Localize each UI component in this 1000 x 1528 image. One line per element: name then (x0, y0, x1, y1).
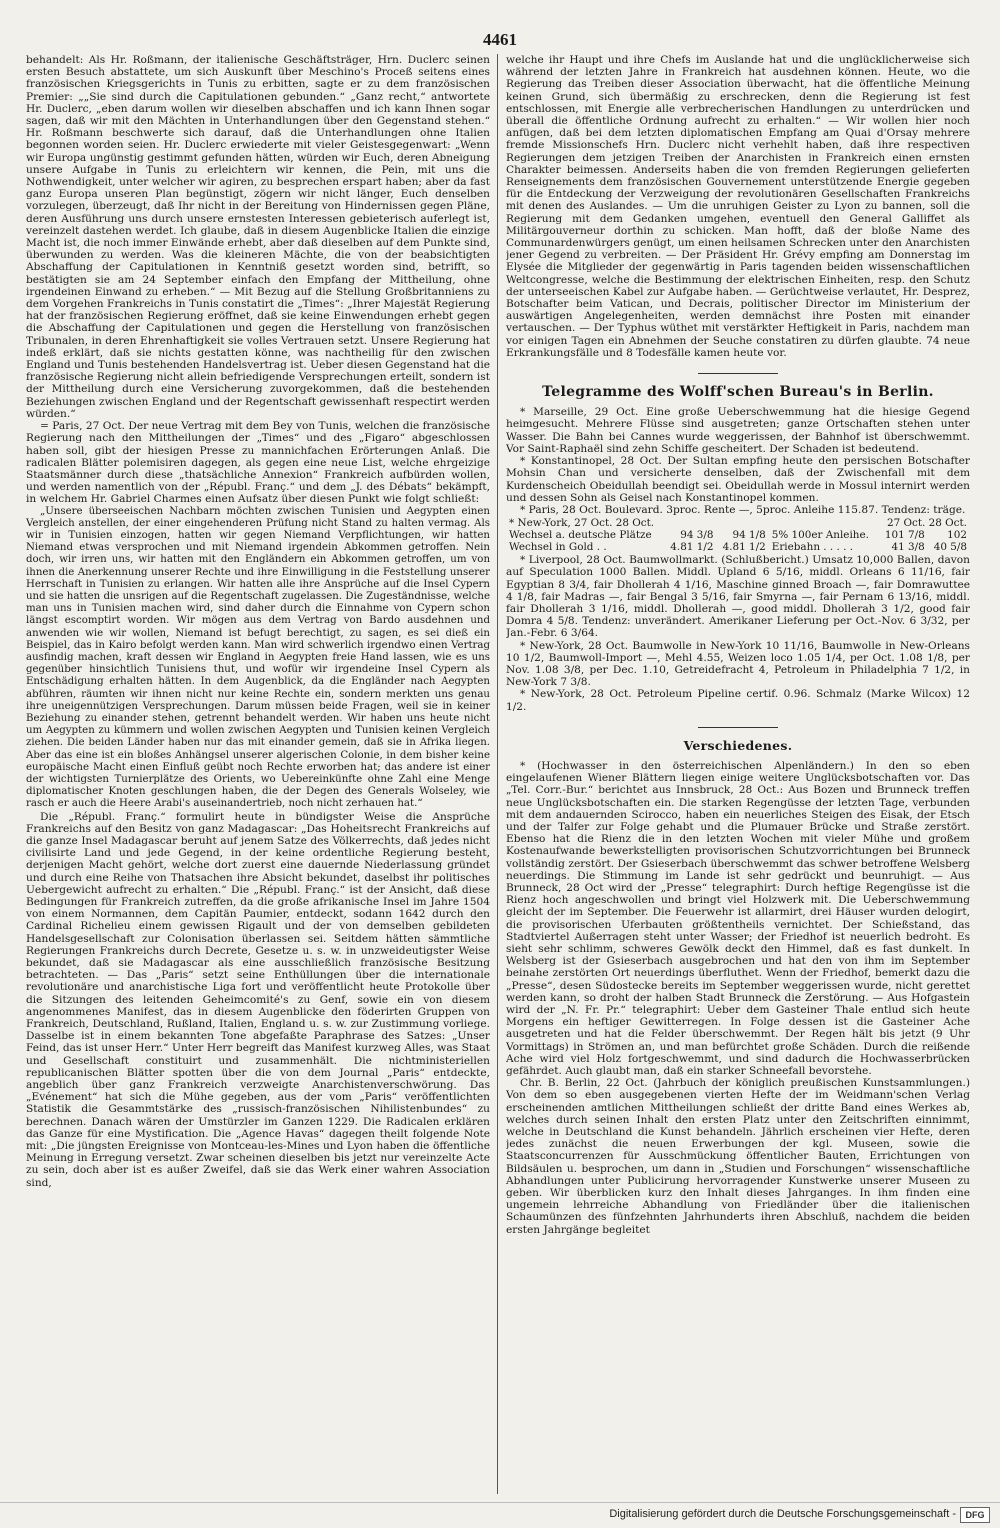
market-cell: Wechsel a. deutsche Plätze (509, 529, 652, 542)
misc-item: Chr. B. Berlin, 22 Oct. (Jahrbuch der königlich preußischen Kunstsammlungen.) Von dem so eben ausgegebenen vierten Hefte der im Weidmann'schen Verlag erscheinenden amtlichen Mittheilungen schließt der dritte Band eines Werkes ab, welches durch seinen Inhalt den ersten Platz unter den Zeitschriften einnimmt, welche in Deutschland die Kunst behandeln. Jährlich erscheinen vier Hefte, deren jedes zunächst die neuen Erwerbungen der kgl. Museen, sowie die Staatsconcurrenzen für Ausschmückung öffentlicher Bauten, Errichtungen von Bildsäulen u. besprochen, um dann in „Studien und Forschungen“ wissenschaftliche Abhandlungen unter Publicirung hervorragender Kunstwerke unserer Museen zu geben. Wir überblicken kurz den Inhalt dieses Jahrganges. In ihm finden eine ungemein lehrreiche Abhandlung von Friedländer über die italienischen Schaumünzen des fünfzehnten Jahrhunderts ihren Abschluß, nachdem die beiden ersten Jahrgänge begleitet (506, 1077, 970, 1236)
market-table (506, 517, 970, 553)
telegram-item: * New-York, 28 Oct. Baumwolle in New-York 10 11/16, Baumwolle in New-Orleans 10 1/2, Baumwoll-Import —, Mehl 4.55, Weizen loco 1.05 1/4, per Oct. 1.08 1/8, per Nov. 1.08 3/8, per Dec. 1.10, Getreidefracht 4, Petroleum in Philadelphia 7 1/2, in New-York 7 3/8. (506, 639, 970, 689)
left-column (26, 54, 490, 1494)
right-column (506, 54, 970, 1494)
section-separator (698, 373, 778, 374)
article-paragraph: = Paris, 27 Oct. Der neue Vertrag mit dem Bey von Tunis, welchen die französische Regierung nach den Mittheilungen der „Times“ und des „Figaro“ abgeschlossen haben soll, gibt der hiesigen Presse zu mannichfachen Erörterungen Anlaß. Die radicalen Blätter polemisiren dagegen, als gegen eine neue List, welche ehrgeizige Staatsmänner durch diese „thatsächliche Annexion“ Frankreich aufbürden wollen, und werden namentlich von der „Républ. Franç.“ und dem „J. des Débats“ bekämpft, in welchem Hr. Gabriel Charmes einen Aufsatz über diesen Punkt wie folgt schließt: (26, 420, 490, 506)
market-cell: 101 7/8 (884, 529, 925, 542)
telegram-item: * New-York, 28 Oct. Petroleum Pipeline certif. 0.96. Schmalz (Marke Wilcox) 12 1/2. (506, 688, 970, 713)
telegram-item: * Paris, 28 Oct. Boulevard. 3proc. Rente —, 5proc. Anleihe 115.87. Tendenz: träge. (520, 503, 966, 516)
market-cell: 41 3/8 (891, 541, 925, 554)
dfg-logo: DFG (960, 1507, 990, 1523)
market-cell: Wechsel in Gold . . (509, 541, 607, 554)
market-header-row (506, 517, 970, 529)
market-cell: 94 1/8 (732, 529, 766, 542)
market-cell: 40 5/8 (933, 541, 967, 554)
market-cell: Eriebahn . . . . . (771, 541, 854, 554)
footer-text: Digitalisierung gefördert durch die Deutsche Forschungsgemeinschaft - (609, 1508, 956, 1520)
market-cell: 94 3/8 (680, 529, 714, 542)
section-separator (698, 727, 778, 728)
article-paragraph: welche ihr Haupt und ihre Chefs im Auslande hat und die unglücklicherweise sich während der letzten Jahre in Frankreich hat ausdehnen können. Heute, wo die Regierung das Treiben dieser Association überwacht, hat die öffentliche Meinung keinen Grund, sich übermäßig zu erschrecken, denn die Regierung ist fest entschlossen, mit Energie alle verbrecherischen Handlungen zu unterdrücken und überall die öffentliche Ordnung aufrecht zu erhalten.“ — Wir wollen hier noch anfügen, daß bei dem letzten diplomatischen Empfang am Quai d'Orsay mehrere fremde Missionschefs Hrn. Duclerc nicht verhehlt haben, daß ihre respectiven Regierungen dem jetzigen Treiben der Anarchisten in Frankreich einen ernsten Charakter beimessen. Anderseits haben die von fremden Regierungen gelieferten Renseignements dem französischen Gouvernement unterstützende Energie gegeben für die Entdeckung der Verzweigung der revolutionären Gesellschaften Frankreichs mit denen des Auslandes. — Um die unruhigen Geister zu Lyon zu bannen, soll die Regierung mit dem Gedanken umgehen, eventuell den General Galliffet als Militärgouverneur dorthin zu schicken. Man hofft, daß der bloße Name des Communardenwürgers genügt, um einen heilsamen Schrecken unter den Anarchisten jener Gegend zu verbreiten. — Der Präsident Hr. Grévy empfing am Donnerstag im Elysée die Mitglieder der gegenwärtig in Paris tagenden beiden wissenschaftlichen Weltcongresse, welche die Bestimmung der elektrischen Einheiten, resp. den Schutz der unterseeischen Kabel zur Aufgabe haben. — Gerüchtweise verlautet, Hr. Desprez, Botschafter beim Vatican, und Decrais, politischer Director im Ministerium der auswärtigen Angelegenheiten, werden demnächst ihre Posten mit einander vertauschen. — Der Typhus wüthet mit verstärkter Heftigkeit in Paris, nachdem man vor einigen Tagen ein Abnehmen der Seuche constatiren zu dürfen glaubte. 74 neue Erkrankungsfälle und 8 Todesfälle kamen heute vor. (506, 54, 970, 359)
market-cell: 4.81 1/2 (722, 541, 766, 554)
market-row (506, 541, 970, 553)
telegram-heading: Telegramme des Wolff'schen Bureau's in Berlin. (542, 384, 934, 401)
market-cell: 5% 100er Anleihe. (771, 529, 869, 542)
article-paragraph: behandelt: Als Hr. Roßmann, der italienische Geschäftsträger, Hrn. Duclerc seinen ersten Besuch abstattete, um sich Auskunft über Meschino's Proceß seitens eines französischen Kriegsgerichts in Tunis zu erbitten, sagte er zu dem französischen Premier: „„Sie sind durch die Capitulationen gebunden.“ „Ganz recht,“ antwortete Hr. Duclerc, „eben darum wollen wir dieselben abschaffen und ich kann Ihnen sogar sagen, daß wir mit den Mächten in Unterhandlungen über den Gegenstand stehen.“ Hr. Roßmann beschwerte sich darauf, daß die Unterhandlungen ohne Italien begonnen worden seien. Hr. Duclerc erwiederte mit vieler Geistesgegenwart: „Wenn wir Europa ungünstig gestimmt gefunden hätten, würden wir Euch, deren Abneigung unsere Aufgabe in Tunis zu erleichtern wir kennen, die Pein, mit uns die Nothwendigkeit, unter welcher wir agiren, zu besprechen erspart haben; aber da fast ganz Europa unseren Plan begünstigt, zögern wir nicht länger, Euch denselben vorzulegen, überzeugt, daß Ihr nicht in der Bereitung von Hindernissen gegen Pläne, deren Ausführung uns durch unsere ernstesten Interessen gebieterisch auferlegt ist, vereinzelt dastehen werdet. Ich glaube, daß in diesem Augenblicke Italien die einzige Macht ist, die noch immer Einwände erhebt, aber daß dieselben auf dem Punkte sind, überwunden zu werden. Was die kleineren Mächte, die von der beabsichtigten Abschaffung der Capitulationen in Kenntniß gesetzt worden sind, betrifft, so bestätigten sie am 24 September einfach den Empfang der Mittheilung, ohne irgendeinen Einwand zu erheben.“ — Mit Bezug auf die Stellung Großbritanniens zu dem Vorgehen Frankreichs in Tunis constatirt die „Times“: „Ihrer Majestät Regierung hat der französischen Regierung eröffnet, daß sie keine Einwendungen erhebt gegen die Abschaffung der Capitulationen und gegen die Herstellung von französischen Tribunalen, in deren Ehrenhaftigkeit sie volles Vertrauen setzt. Unsere Regierung hat indeß erklärt, daß sie nichts gestatten könne, was nachtheilig für den zwischen England und Tunis bestehenden Handelsvertrag ist. Ueber diesen Gegenstand hat die französische Regierung nicht allein befriedigende Versprechungen erteilt, sondern ist der Mittheilung durch eine Versicherung zuvorgekommen, daß die bestehenden Beziehungen zwischen England und der Regentschaft gewissenhaft respectirt werden würden.“ (26, 54, 490, 420)
telegram-item: * Marseille, 29 Oct. Eine große Ueberschwemmung hat die hiesige Gegend heimgesucht. Mehrere Flüsse sind ausgetreten; ganze Ortschaften stehen unter Wasser. Die Bahn bei Cannes wurde weggerissen, der Bahnhof ist überschwemmt. Vor Saint-Raphaël sind zehn Schiffe gescheitert. Der Schaden ist bedeutend. (506, 406, 970, 455)
market-header-right: 27 Oct. 28 Oct. (887, 517, 967, 530)
footer-bar (0, 1502, 1000, 1525)
market-cell: 102 (947, 529, 967, 542)
misc-heading: Verschiedenes. (683, 737, 793, 753)
telegram-item: * Liverpool, 28 Oct. Baumwollmarkt. (Schlußbericht.) Umsatz 10,000 Ballen, davon auf Speculation 1000 Ballen. Middl. Upland 6 5/16, middl. Orleans 6 11/16, fair Egyptian 8 3/4, fair Dhollerah 4 1/16, Maschine ginned Broach —, fair Domrawuttee 4 1/8, fair Madras —, fair Bengal 3 5/16, fair Smyrna —, fair Pernam 6 13/16, middl. fair Dhollerah 3 1/16, middl. Dhollerah —, good middl. Dhollerah 3 1/2, good fair Domra 4 5/8. Tendenz: unverändert. Amerikaner Lieferung per Oct.-Nov. 6 3/32, per Jan.-Febr. 6 3/64. (506, 554, 970, 640)
market-row (506, 529, 970, 541)
misc-item: * (Hochwasser in den österreichischen Alpenländern.) In den so eben eingelaufenen Wiener Blättern liegen einige weitere Unglücksbotschaften vor. Das „Tel. Corr.-Bur.“ berichtet aus Innsbruck, 28 Oct.: Aus Bozen und Brunneck treffen neue Unglücksbotschaften ein. Die starken Regengüsse der letzten Tage, verbunden mit dem andauernden Scirocco, haben ein neuerliches Steigen des Eisak, der Etsch und der Talfer zur Folge gehabt und die Plumauer Brücke und Straße zerstört. Ebenso hat die Rienz die in den letzten Wochen mit vieler Mühe und großem Kostenaufwande bewerkstelligten provisorischen Schutzvorrichtungen bei Brunneck vollständig zerstört. Der Gsieserbach überschwemmt das schwer betroffene Welsberg neuerdings. Die Stimmung im Lande ist sehr gedrückt und beunruhigt. — Aus Brunneck, 28 Oct wird der „Presse“ telegraphirt: Durch heftige Regengüsse ist die Rienz hoch angeschwollen und bringt viel Holzwerk mit. Die Ueberschwemmung gleicht der im September. Die Feuerwehr ist allarmirt, drei Häuser wurden delogirt, die provisorischen Uferbauten größtentheils vernichtet. Der Schießstand, das Stadtviertel Außerragen steht unter Wasser; der Friedhof ist neuerlich bedroht. Es sieht sehr schlimm, schweres Gewölk deckt den Himmel, daß es fast dunkelt. In Welsberg ist der Gsieserbach ausgebrochen und hat den von ihm im September beinahe zerstörten Ort neuerdings überfluthet. Wenn der Friedhof, bemerkt dazu die „Presse“, desen Südostecke bereits im September weggerissen wurde, nicht gerettet werden kann, so droht der halben Stadt Brunneck die Zerstörung. — Aus Hofgastein wird der „N. Fr. Pr.“ telegraphirt: Ueber dem Gasteiner Thale entlud sich heute Morgens ein heftiger Gewitterregen. In Folge dessen ist die Gasteiner Ache ausgetreten und hat die Felder überschwemmt. Der Regen hält bis jetzt (9 Uhr Vormittags) in Strömen an, und man befürchtet große Schäden. Durch die reißende Ache wird viel Holz fortgeschwemmt, und sind dadurch die Hochwasserbrücken gefährdet. Auch glaubt man, daß ein starker Schneefall bevorstehe. (506, 759, 970, 1078)
column-divider (497, 54, 498, 1494)
article-paragraph: Die „Républ. Franç.“ formulirt heute in bündigster Weise die Ansprüche Frankreichs auf den Besitz von ganz Madagascar: „Das Hoheitsrecht Frankreichs auf die ganze Insel Madagascar beruht auf jenem Satze des Völkerrechts, daß jedes nicht civilisirte Land und jede Gegend, in der keine ordentliche Regierung besteht, derjenigen Macht gehört, welche dort zuerst eine dauernde Niederlassung gründet und durch eine Reihe von Thatsachen ihre Absicht bekundet, daselbst ihr politisches Uebergewicht aufrecht zu erhalten.“ Die „Républ. Franç.“ ist der Ansicht, daß diese Bedingungen für Frankreich zutreffen, da die große afrikanische Insel im Jahre 1504 von einem Normannen, dem Capitän Paumier, entdeckt, sodann 1642 durch den Cardinal Richelieu einem gewissen Rigault und der von demselben gebildeten Handelsgesellschaft zur Colonisation überlassen sei. Seitdem hätten sämmtliche Regierungen Frankreichs durch Decrete, Gesetze u. s. w. in unzweideutigster Weise bekundet, daß sie Madagascar als eine ausschließlich französische Besitzung betrachteten. — Das „Paris“ setzt seine Enthüllungen über die internationale revolutionäre und anarchistische Liga fort und veröffentlicht heute Protokolle über die Sitzungen des leitenden Geheimcomité's zu Genf, sowie ein von diesem angenommenes Manifest, das in diesem Augenblicke den föderirten Gruppen von Frankreich, Deutschland, Rußland, Italien, England u. s. w. zur Zustimmung vorliege. Dasselbe ist in einem bekannten Tone abgefaßte Paraphrase des Satzes: „Unser Feind, das ist unser Herr.“ Unter Herr begreift das Manifest kurzweg Alles, was Staat und Gesellschaft constituirt und zusammenhält. Die nichtministeriellen republicanischen Blätter spotten über die von dem Journal „Paris“ entdeckte, angeblich über ganz Frankreich verzweigte Anarchistenverschwörung. Das „Evénement“ hat sich die Mühe gegeben, aus der vom „Paris“ veröffentlichten Statistik die Gesammtstärke des „russisch-französischen Nihilistenbundes“ zu berechnen. Danach wären der Umstürzler im Ganzen 1229. Die Radicalen erklären das Ganze für eine Mystification. Die „Agence Havas“ dagegen theilt folgende Note mit: „Die jüngsten Ereignisse von Montceau-les-Mines und Lyon haben die öffentliche Meinung in Erregung versetzt. Zwar scheinen dieselben bis jetzt nur vereinzelte Acte zu sein, doch aber ist es außer Zweifel, daß sie das Werk einer wahren Association sind, (26, 810, 490, 1189)
market-cell: 4.81 1/2 (670, 541, 714, 554)
telegram-item: * Konstantinopel, 28 Oct. Der Sultan empfing heute den persischen Botschafter Mohsin Chan und versicherte denselben, daß der Zwischenfall mit dem Kurdenscheich Obeidullah beendigt sei. Obeidullah werde in Mossul internirt werden und dessen Sohn als Geisel nach Konstantinopel kommen. (506, 455, 970, 504)
market-header-left: * New-York, 27 Oct. 28 Oct. (509, 517, 655, 530)
page-number: 4461 (483, 30, 517, 49)
article-quote: „Unsere überseeischen Nachbarn möchten zwischen Tunisien und Aegypten einen Vergleich anstellen, der einer eingehenderen Prüfung nicht Stand zu halten vermag. Als wir in Tunisien einzogen, hatten wir gegen Niemand Verpflichtungen, wir hatten Niemand etwas versprochen und mit Niemand irgendein Abkommen getroffen. Nein doch, wir irren uns, wir hatten mit den Engländern ein Abkommen getroffen, um von ihnen die Anerkennung unserer Rechte und ihre Einwilligung in die Feststellung unserer Herrschaft in Tunisien zu erlangen. Wir hatten alle ihre Ansprüche auf die Insel Cypern und sie hatten die unsrigen auf die Regentschaft zugelassen. Die Zugeständnisse, welche man uns in Tunisien machen wird, sind daher durch die Einnahme von Cypern schon längst escomptirt worden. Wir mögen aus dem Vertrag von Bardo ausdehnen und anwenden wie wir wollen, Niemand ist befugt berechtigt, zu sagen, es sei dieß ein Beispiel, das in Kairo befolgt werden kann. Man wird schwerlich irgendwo einen Vertrag ausfindig machen, kraft dessen wir England in Aegypten freie Hand lassen, wie es uns gegenüber hinsichtlich Tunisiens thut, und wofür wir irgendeine Insel Cypern als Entschädigung erhalten hätten. In dem Augenblick, da die Engländer nach Aegypten abführen, räumten wir ihnen nicht nur keine Rechte ein, sondern merkten uns genau ihre uneigennützigen Versprechungen. Darum müssen beide Fragen, weil sie in keiner Beziehung zu einander stehen, getrennt behandelt werden. Wir haben uns heute nicht um Aegypten zu kümmern und wollen zwischen Aegypten und Tunisien keinen Vergleich ziehen. Die beiden Länder haben nur das mit einander gemein, daß sie in Afrika liegen. Aber das eine ist ein bloßes Anhängsel unserer algerischen Colonie, in dem bisher keine europäische Macht einen Einfluß geübt noch Rechte erworben hat; das andere ist einer der wichtigsten Turnierplätze des Orients, wo Uebereinkünfte ohne Zahl eine Menge diplomatischer Knoten geschlungen haben, die der Degen des Generals Wolseley, wie rasch er auch die Heere Arabi's auseinandertrieb, noch nicht zerhauen hat.“ (26, 505, 490, 810)
